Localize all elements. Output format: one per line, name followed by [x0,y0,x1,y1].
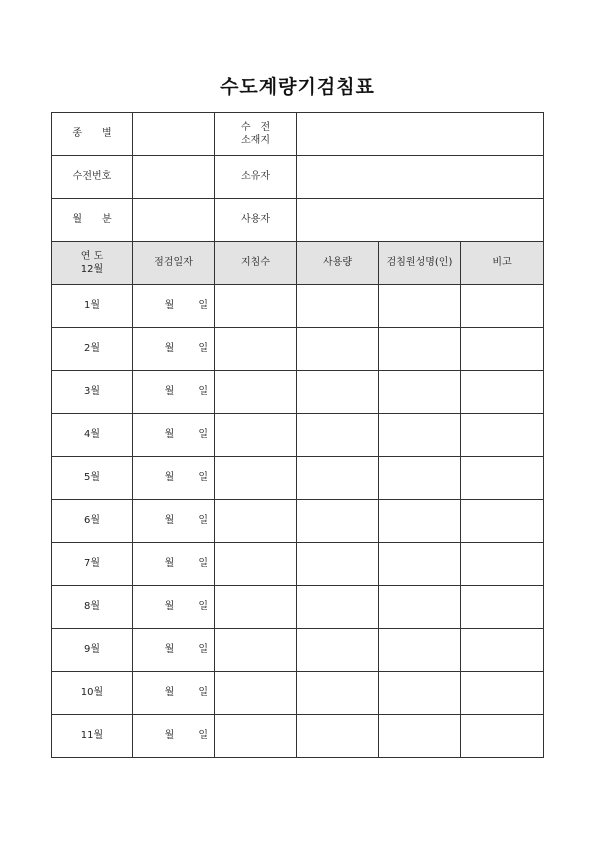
inspector-field[interactable] [379,672,461,715]
table-row [52,285,544,328]
date-month-unit: 월 [164,687,175,699]
owner-field[interactable] [297,156,544,199]
inspection-date-field[interactable] [133,586,215,629]
reading-field[interactable] [215,629,297,672]
date-month-unit: 월 [164,386,175,398]
location-label-line1: 수 전 [240,121,271,133]
inspection-date-field[interactable] [133,543,215,586]
inspection-date-field[interactable] [133,629,215,672]
note-field[interactable] [461,285,544,328]
note-field[interactable] [461,371,544,414]
reading-field[interactable] [215,414,297,457]
form-title: 수도계량기검침표 [220,76,375,98]
note-field[interactable] [461,328,544,371]
table-row [52,543,544,586]
usage-field[interactable] [297,500,379,543]
inspection-date-field[interactable] [133,715,215,758]
owner-label: 소유자 [215,156,297,199]
table-row [52,371,544,414]
table-row [52,457,544,500]
column-header-row [52,242,544,285]
note-field[interactable] [461,457,544,500]
month-label: 7월 [52,543,133,586]
month-label: 2월 [52,328,133,371]
date-day-unit: 일 [198,343,208,355]
reading-field[interactable] [215,500,297,543]
date-day-unit: 일 [198,429,208,441]
month-label: 4월 [52,414,133,457]
inspection-date-field[interactable] [133,285,215,328]
year-header [52,242,133,285]
table-row [52,629,544,672]
location-label-line2: 소재지 [241,135,270,146]
inspection-date-field[interactable] [133,457,215,500]
inspector-field[interactable] [379,285,461,328]
inspection-date-field[interactable] [133,672,215,715]
note-field[interactable] [461,672,544,715]
user-label: 사용자 [215,199,297,242]
date-day-unit: 일 [198,386,208,398]
usage-field[interactable] [297,672,379,715]
date-month-unit: 월 [164,601,175,613]
number-field[interactable] [133,156,215,199]
note-field[interactable] [461,715,544,758]
table-row [52,328,544,371]
month-label: 6월 [52,500,133,543]
reading-field[interactable] [215,457,297,500]
table-row [52,414,544,457]
note-field[interactable] [461,629,544,672]
date-month-unit: 월 [164,343,175,355]
reading-field[interactable] [215,285,297,328]
inspector-field[interactable] [379,328,461,371]
inspection-date-field[interactable] [133,500,215,543]
meter-reading-table [51,112,544,758]
reading-field[interactable] [215,715,297,758]
inspector-field[interactable] [379,500,461,543]
usage-field[interactable] [297,629,379,672]
info-row-type [52,113,544,156]
inspector-field[interactable] [379,371,461,414]
date-month-unit: 월 [164,730,175,742]
date-month-unit: 월 [164,300,175,312]
inspection-date-field[interactable] [133,328,215,371]
reading-field[interactable] [215,543,297,586]
note-header: 비고 [461,242,544,285]
inspector-field[interactable] [379,543,461,586]
usage-field[interactable] [297,457,379,500]
inspector-field[interactable] [379,586,461,629]
month-label: 1월 [52,285,133,328]
inspector-field[interactable] [379,715,461,758]
date-day-unit: 일 [198,730,208,742]
date-day-unit: 일 [198,644,208,656]
usage-header: 사용량 [297,242,379,285]
month-label: 5월 [52,457,133,500]
info-row-number [52,156,544,199]
inspector-header: 검침원성명(인) [379,242,461,285]
inspection-date-field[interactable] [133,414,215,457]
date-day-unit: 일 [198,558,208,570]
reading-field[interactable] [215,371,297,414]
note-field[interactable] [461,543,544,586]
date-day-unit: 일 [198,687,208,699]
month-split-field[interactable] [133,199,215,242]
date-day-unit: 일 [198,601,208,613]
table-row [52,715,544,758]
location-field[interactable] [297,113,544,156]
date-day-unit: 일 [198,300,208,312]
date-header: 점검일자 [133,242,215,285]
reading-field[interactable] [215,672,297,715]
usage-field[interactable] [297,285,379,328]
month-label: 9월 [52,629,133,672]
date-month-unit: 월 [164,644,175,656]
month-split-label: 월 분 [52,199,133,242]
inspector-field[interactable] [379,414,461,457]
table-row [52,500,544,543]
type-field[interactable] [133,113,215,156]
reading-field[interactable] [215,586,297,629]
usage-field[interactable] [297,715,379,758]
month-label: 8월 [52,586,133,629]
table-row [52,672,544,715]
usage-field[interactable] [297,586,379,629]
inspection-date-field[interactable] [133,371,215,414]
usage-field[interactable] [297,371,379,414]
usage-field[interactable] [297,414,379,457]
date-month-unit: 월 [164,429,175,441]
note-field[interactable] [461,500,544,543]
date-month-unit: 월 [164,515,175,527]
inspector-field[interactable] [379,457,461,500]
date-month-unit: 월 [164,472,175,484]
usage-field[interactable] [297,543,379,586]
reading-header: 지침수 [215,242,297,285]
month-label: 3월 [52,371,133,414]
inspector-field[interactable] [379,629,461,672]
date-day-unit: 일 [198,515,208,527]
date-day-unit: 일 [198,472,208,484]
usage-field[interactable] [297,328,379,371]
table-row [52,586,544,629]
year-header-line2: 12월 [80,264,104,275]
user-field[interactable] [297,199,544,242]
number-label: 수전번호 [52,156,133,199]
type-label: 종 별 [52,113,133,156]
reading-field[interactable] [215,328,297,371]
note-field[interactable] [461,414,544,457]
info-row-month-split [52,199,544,242]
month-label: 11월 [52,715,133,758]
year-header-line1: 연 도 [80,250,104,262]
date-month-unit: 월 [164,558,175,570]
note-field[interactable] [461,586,544,629]
location-label [215,113,297,156]
month-label: 10월 [52,672,133,715]
